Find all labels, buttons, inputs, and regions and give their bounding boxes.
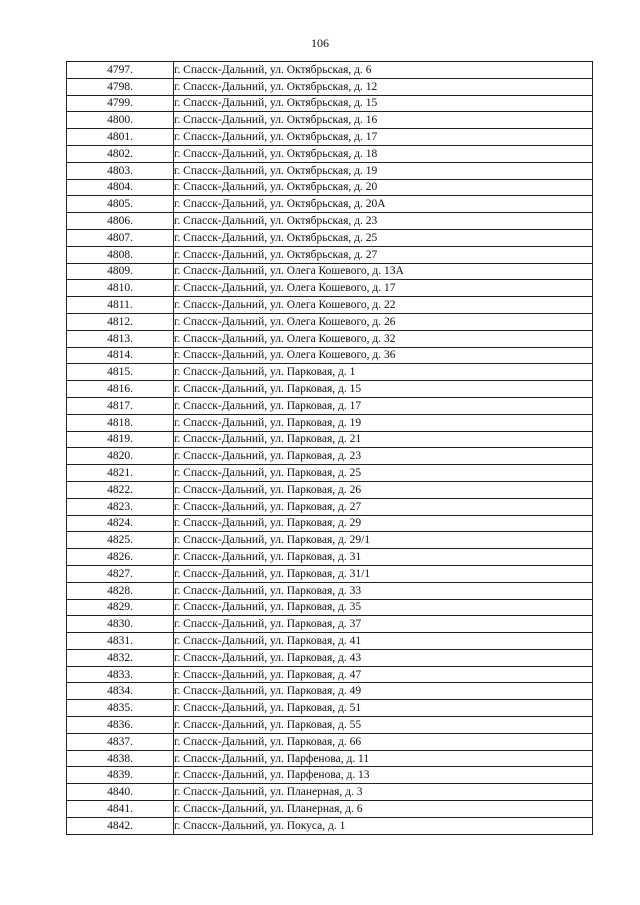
row-address: г. Спасск-Дальний, ул. Олега Кошевого, д. 22 (174, 297, 593, 314)
row-number: 4832. (67, 649, 174, 666)
row-address: г. Спасск-Дальний, ул. Парковая, д. 17 (174, 397, 593, 414)
row-address: г. Спасск-Дальний, ул. Октябрьская, д. 12 (174, 78, 593, 95)
row-address: г. Спасск-Дальний, ул. Парковая, д. 1 (174, 364, 593, 381)
table-row (67, 767, 593, 784)
table-row (67, 213, 593, 230)
row-number: 4837. (67, 733, 174, 750)
row-address: г. Спасск-Дальний, ул. Парковая, д. 41 (174, 633, 593, 650)
row-number: 4825. (67, 532, 174, 549)
table-row (67, 229, 593, 246)
row-address: г. Спасск-Дальний, ул. Парковая, д. 31 (174, 549, 593, 566)
row-address: г. Спасск-Дальний, ул. Парковая, д. 49 (174, 683, 593, 700)
table-row (67, 465, 593, 482)
table-row (67, 263, 593, 280)
row-address: г. Спасск-Дальний, ул. Октябрьская, д. 19 (174, 162, 593, 179)
row-address: г. Спасск-Дальний, ул. Парковая, д. 47 (174, 666, 593, 683)
row-number: 4839. (67, 767, 174, 784)
table-row (67, 498, 593, 515)
row-address: г. Спасск-Дальний, ул. Олега Кошевого, д. 17 (174, 280, 593, 297)
row-number: 4807. (67, 229, 174, 246)
table-row (67, 733, 593, 750)
row-address: г. Спасск-Дальний, ул. Парковая, д. 23 (174, 448, 593, 465)
row-address: г. Спасск-Дальний, ул. Парковая, д. 26 (174, 481, 593, 498)
row-number: 4811. (67, 297, 174, 314)
row-number: 4821. (67, 465, 174, 482)
table-row (67, 297, 593, 314)
row-address: г. Спасск-Дальний, ул. Октябрьская, д. 18 (174, 145, 593, 162)
row-number: 4812. (67, 313, 174, 330)
row-address: г. Спасск-Дальний, ул. Парковая, д. 15 (174, 381, 593, 398)
table-row (67, 784, 593, 801)
table-row (67, 397, 593, 414)
row-number: 4824. (67, 515, 174, 532)
row-address: г. Спасск-Дальний, ул. Олега Кошевого, д. 36 (174, 347, 593, 364)
row-address: г. Спасск-Дальний, ул. Парковая, д. 37 (174, 616, 593, 633)
table-row (67, 280, 593, 297)
table-row (67, 532, 593, 549)
row-number: 4799. (67, 95, 174, 112)
row-address: г. Спасск-Дальний, ул. Парковая, д. 55 (174, 717, 593, 734)
row-address: г. Спасск-Дальний, ул. Парковая, д. 35 (174, 599, 593, 616)
table-row (67, 179, 593, 196)
table-row (67, 162, 593, 179)
table-row (67, 565, 593, 582)
row-address: г. Спасск-Дальний, ул. Октябрьская, д. 20 (174, 179, 593, 196)
row-number: 4798. (67, 78, 174, 95)
table-row (67, 196, 593, 213)
table-row (67, 112, 593, 129)
row-number: 4815. (67, 364, 174, 381)
row-number: 4808. (67, 246, 174, 263)
row-number: 4826. (67, 549, 174, 566)
row-number: 4805. (67, 196, 174, 213)
row-number: 4829. (67, 599, 174, 616)
table-row (67, 633, 593, 650)
table-row (67, 666, 593, 683)
table-row (67, 549, 593, 566)
table-row (67, 431, 593, 448)
row-address: г. Спасск-Дальний, ул. Октябрьская, д. 6 (174, 62, 593, 79)
row-number: 4818. (67, 414, 174, 431)
row-address: г. Спасск-Дальний, ул. Парковая, д. 29/1 (174, 532, 593, 549)
table-row (67, 246, 593, 263)
row-number: 4830. (67, 616, 174, 633)
row-number: 4831. (67, 633, 174, 650)
row-number: 4834. (67, 683, 174, 700)
table-row (67, 145, 593, 162)
table-row (67, 62, 593, 79)
row-address: г. Спасск-Дальний, ул. Парковая, д. 29 (174, 515, 593, 532)
row-number: 4809. (67, 263, 174, 280)
row-number: 4823. (67, 498, 174, 515)
row-address: г. Спасск-Дальний, ул. Планерная, д. 6 (174, 801, 593, 818)
row-address: г. Спасск-Дальний, ул. Октябрьская, д. 23 (174, 213, 593, 230)
table-row (67, 750, 593, 767)
row-address: г. Спасск-Дальний, ул. Парковая, д. 31/1 (174, 565, 593, 582)
row-address: г. Спасск-Дальний, ул. Парфенова, д. 11 (174, 750, 593, 767)
row-address: г. Спасск-Дальний, ул. Октябрьская, д. 27 (174, 246, 593, 263)
table-row (67, 448, 593, 465)
row-number: 4806. (67, 213, 174, 230)
row-number: 4841. (67, 801, 174, 818)
row-address: г. Спасск-Дальний, ул. Олега Кошевого, д. 32 (174, 330, 593, 347)
row-number: 4828. (67, 582, 174, 599)
row-number: 4802. (67, 145, 174, 162)
row-number: 4838. (67, 750, 174, 767)
row-number: 4836. (67, 717, 174, 734)
row-address: г. Спасск-Дальний, ул. Покуса, д. 1 (174, 817, 593, 834)
row-address: г. Спасск-Дальний, ул. Парковая, д. 43 (174, 649, 593, 666)
row-address: г. Спасск-Дальний, ул. Октябрьская, д. 15 (174, 95, 593, 112)
table-row (67, 414, 593, 431)
table-row (67, 364, 593, 381)
table-row (67, 347, 593, 364)
table-row (67, 129, 593, 146)
row-address: г. Спасск-Дальний, ул. Планерная, д. 3 (174, 784, 593, 801)
row-number: 4803. (67, 162, 174, 179)
table-row (67, 683, 593, 700)
row-address: г. Спасск-Дальний, ул. Олега Кошевого, д. 13А (174, 263, 593, 280)
row-address: г. Спасск-Дальний, ул. Парковая, д. 66 (174, 733, 593, 750)
table-row (67, 649, 593, 666)
address-table-body (67, 62, 593, 835)
row-number: 4840. (67, 784, 174, 801)
row-address: г. Спасск-Дальний, ул. Октябрьская, д. 25 (174, 229, 593, 246)
row-address: г. Спасск-Дальний, ул. Олега Кошевого, д. 26 (174, 313, 593, 330)
page-number: 106 (311, 36, 329, 50)
row-address: г. Спасск-Дальний, ул. Парковая, д. 19 (174, 414, 593, 431)
table-row (67, 481, 593, 498)
row-number: 4813. (67, 330, 174, 347)
row-number: 4797. (67, 62, 174, 79)
row-address: г. Спасск-Дальний, ул. Октябрьская, д. 20А (174, 196, 593, 213)
row-number: 4814. (67, 347, 174, 364)
row-number: 4810. (67, 280, 174, 297)
table-row (67, 78, 593, 95)
table-row (67, 330, 593, 347)
table-row (67, 95, 593, 112)
row-number: 4827. (67, 565, 174, 582)
row-number: 4819. (67, 431, 174, 448)
row-address: г. Спасск-Дальний, ул. Парковая, д. 51 (174, 700, 593, 717)
row-number: 4816. (67, 381, 174, 398)
row-address: г. Спасск-Дальний, ул. Парковая, д. 21 (174, 431, 593, 448)
row-number: 4820. (67, 448, 174, 465)
row-address: г. Спасск-Дальний, ул. Парфенова, д. 13 (174, 767, 593, 784)
table-row (67, 817, 593, 834)
row-number: 4833. (67, 666, 174, 683)
row-number: 4804. (67, 179, 174, 196)
row-address: г. Спасск-Дальний, ул. Октябрьская, д. 16 (174, 112, 593, 129)
table-row (67, 313, 593, 330)
table-row (67, 381, 593, 398)
row-number: 4817. (67, 397, 174, 414)
row-number: 4842. (67, 817, 174, 834)
row-number: 4835. (67, 700, 174, 717)
table-row (67, 582, 593, 599)
table-row (67, 801, 593, 818)
row-address: г. Спасск-Дальний, ул. Парковая, д. 25 (174, 465, 593, 482)
row-address: г. Спасск-Дальний, ул. Парковая, д. 33 (174, 582, 593, 599)
row-number: 4801. (67, 129, 174, 146)
table-row (67, 616, 593, 633)
table-row (67, 717, 593, 734)
row-address: г. Спасск-Дальний, ул. Парковая, д. 27 (174, 498, 593, 515)
table-row (67, 515, 593, 532)
row-address: г. Спасск-Дальний, ул. Октябрьская, д. 17 (174, 129, 593, 146)
table-row (67, 599, 593, 616)
address-table (66, 61, 593, 835)
table-row (67, 700, 593, 717)
row-number: 4822. (67, 481, 174, 498)
row-number: 4800. (67, 112, 174, 129)
